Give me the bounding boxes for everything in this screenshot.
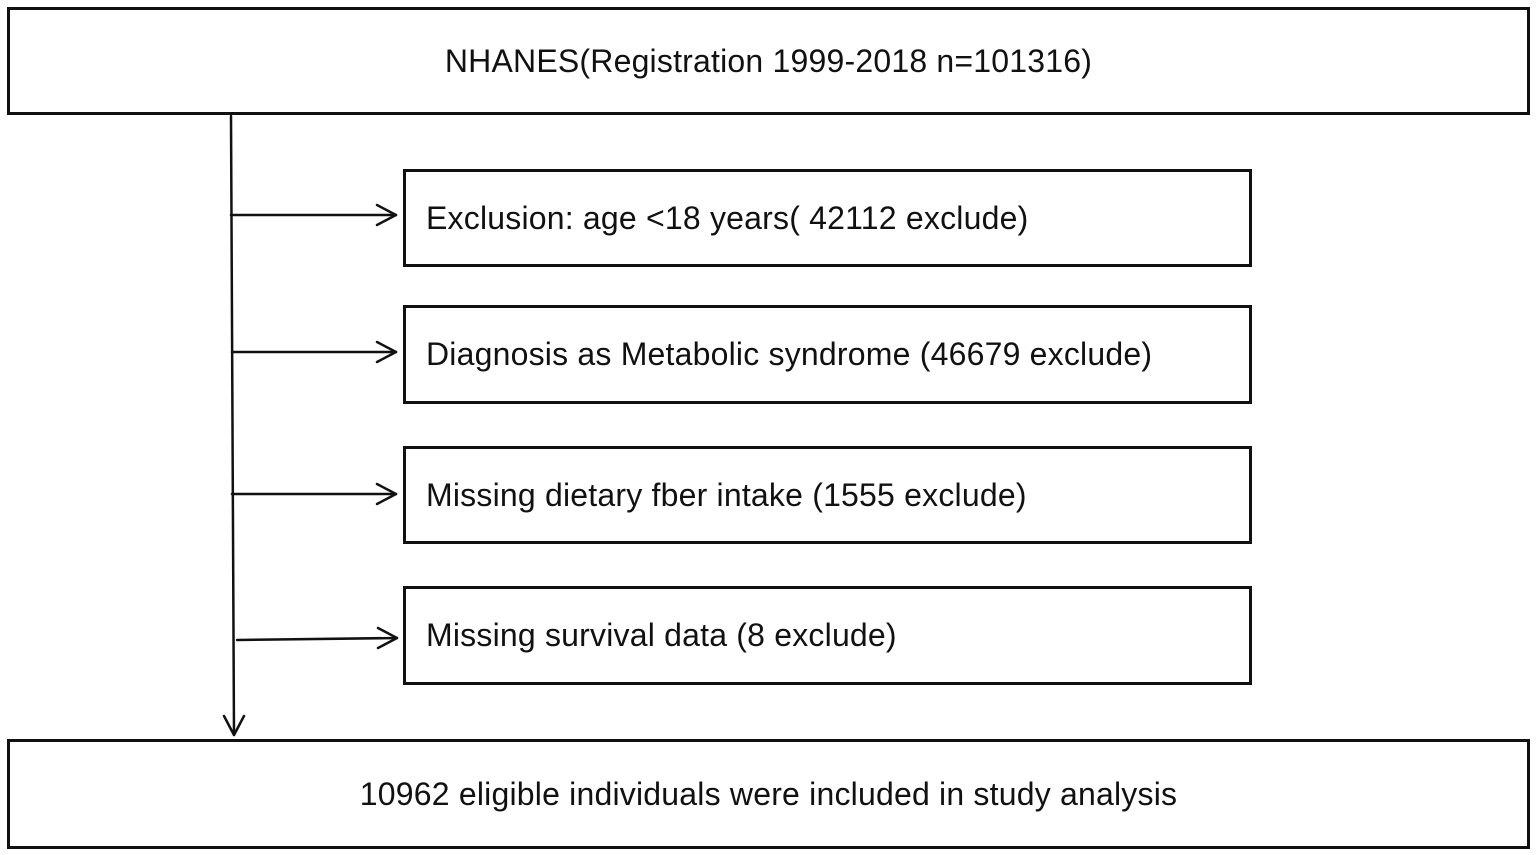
exclusion-label-survival-data: Missing survival data (8 exclude): [426, 617, 897, 653]
source-population-label: NHANES(Registration 1999-2018 n=101316): [444, 42, 1093, 79]
main-flow-line: [231, 116, 234, 735]
source-population-box: [7, 7, 1530, 115]
included-population-label: 10962 eligible individuals were included in study analysis: [359, 775, 1178, 812]
exclusion-label-metabolic-syndrome: Diagnosis as Metabolic syndrome (46679 exclude): [426, 336, 1153, 372]
branch-arrow-line-survival-data: [237, 638, 397, 640]
included-population-box: [7, 739, 1530, 849]
branch-arrowhead-age: [377, 205, 396, 225]
exclusion-label-dietary-fiber: Missing dietary fber intake (1555 exclude): [426, 476, 1027, 513]
exclusion-box-metabolic-syndrome: [403, 305, 1252, 404]
branch-arrowhead-metabolic-syndrome: [377, 342, 396, 362]
exclusion-box-dietary-fiber: [403, 446, 1252, 544]
branch-arrowhead-survival-data: [378, 628, 397, 648]
exclusion-label-age: Exclusion: age <18 years( 42112 exclude): [426, 199, 1029, 236]
exclusion-box-survival-data: [403, 586, 1252, 685]
exclusion-box-age: [403, 169, 1252, 267]
branch-arrowhead-dietary-fiber: [377, 484, 396, 504]
main-flow-arrowhead: [224, 716, 244, 735]
